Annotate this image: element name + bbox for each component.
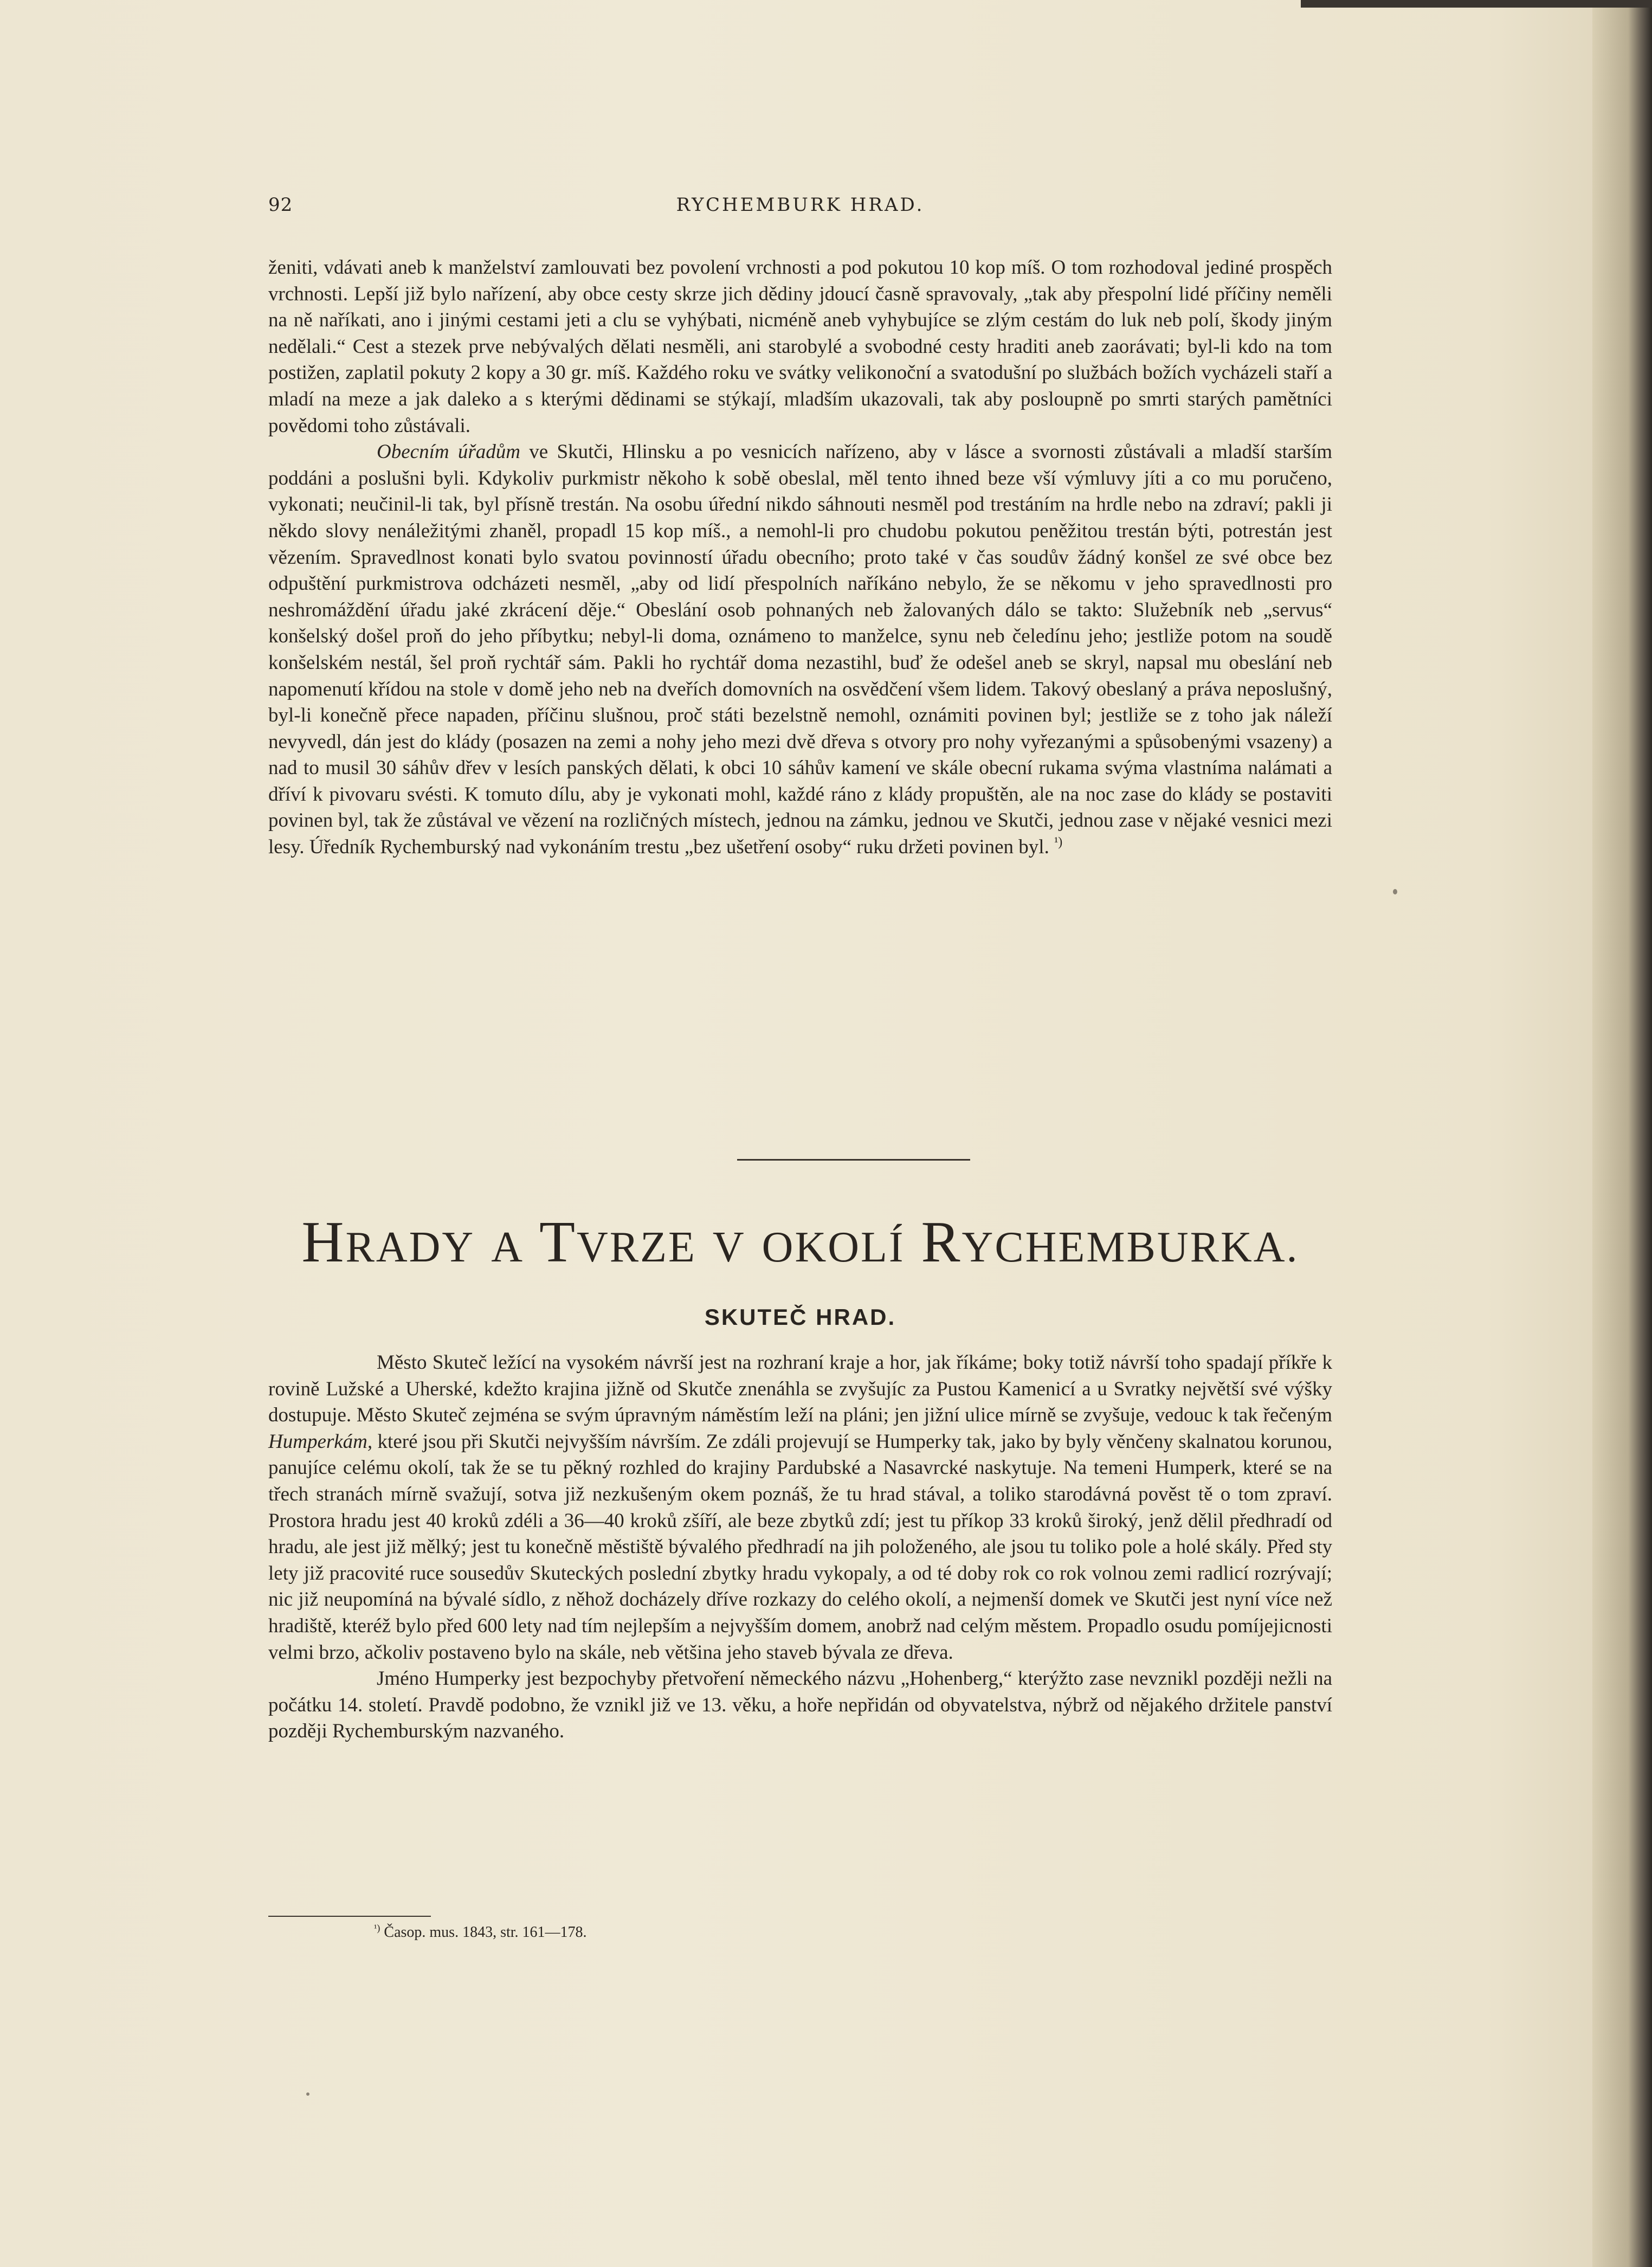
page-header bbox=[268, 194, 1332, 227]
title-word-rady: RADY bbox=[345, 1223, 475, 1271]
footnote-rule bbox=[268, 1916, 431, 1917]
emphasis-humperkam: Humperkám, bbox=[268, 1430, 373, 1453]
section-paragraph-1 bbox=[268, 1350, 1332, 1666]
section-paragraph-1-part-a: Město Skuteč ležící na vysokém návrší jest na rozhraní kraje a hor, jak říkáme; boky totiž návrší toho spadají příkře k rovině Lužské a Uherské, kdežto krajina jižně od Skutče znenáhla se zvyšujíc za Pustou Kamenicí a u Svratky největší své výšky dostupuje. Město Skuteč zejména se svým úpravným náměstím leží na pláni; jen jižní ulice mírně se zvyšuje, vedouc k tak řečeným bbox=[268, 1351, 1332, 1427]
scan-speck bbox=[1393, 889, 1397, 894]
title-word-v: V bbox=[712, 1223, 746, 1271]
section-paragraph-1-part-b: které jsou při Skutči nejvyšším návrším. Ze zdáli projevují se Humperky tak, jako by byly věnčeny skalnatou korunou, panujíce celému okolí, tak že se tu pěkný rozhled do krajiny Pardubské a Nasavrcké naskytuje. Na temeni Humperk, které se na třech stranách mírně svažují, sotva již nezkušeným okem poznáš, že tu hrad stával, a toliko starodávná pověst tě o tom zpraví. Prostora hradu jest 40 kroků zdéli a 36—40 kroků zšíří, ale beze zbytků zdí; jest tu příkop 33 kroků široký, jenž dělil předhradí od hradu, ale jest již mělký; jest tu konečně městiště bývalého předhradí na jih položeného, ale jsou tu toliko pole a holé skály. Před sty lety již pracovité ruce sousedův Skuteckých poslední zbytky hradu vykopaly, a od té doby rok co rok volnou zemi radlicí rozrývají; nic již neupomíná na bývalé sídlo, z něhož docházely dříve rozkazy do celého okolí, a nejmenší domek ve Skutči jest nyní více než hradiště, kteréž bylo před 600 lety nad tím nejlepším a nejvyšším domem, anobrž nad celým městem. Propadlo osudu pomíjejicnosti velmi brzo, ačkoliv postaveno bylo na skále, neb většina jeho staveb bývala ze dřeva. bbox=[268, 1430, 1332, 1664]
footnote-reference: ¹) bbox=[1054, 835, 1063, 849]
section-title: SKUTEČ HRAD. bbox=[704, 1304, 896, 1330]
section-paragraph-2: Jméno Humperky jest bezpochyby přetvoření německého názvu „Hohenberg,“ kterýžto zase nevznikl později nežli na počátku 14. století. Pravdě podobno, že vznikl již ve 13. věku, a hoře nepřidán od obyvatelstva, nýbrž od nějakého držitele panství později Rychemburským nazvaného. bbox=[268, 1667, 1332, 1743]
emphasis-obecnim-uradum: Obecním úřadům bbox=[377, 441, 520, 463]
paragraph-2 bbox=[268, 439, 1332, 861]
section-text-block bbox=[268, 1350, 1332, 1745]
page-number: 92 bbox=[268, 194, 293, 216]
chapter-title bbox=[268, 1209, 1332, 1276]
title-word-ychemburka: YCHEMBURKA. bbox=[961, 1223, 1299, 1271]
footnote-mark: ¹) bbox=[374, 1922, 380, 1934]
title-word-vrze: VRZE bbox=[577, 1223, 696, 1271]
title-cap-r: R bbox=[921, 1210, 962, 1274]
running-title: RYCHEMBURK HRAD. bbox=[676, 194, 925, 216]
footnote-text: Časop. mus. 1843, str. 161—178. bbox=[380, 1924, 587, 1941]
scan-border bbox=[1301, 0, 1652, 8]
title-word-okoli: OKOLÍ bbox=[762, 1223, 905, 1271]
footnote bbox=[374, 1924, 587, 1941]
top-text-block bbox=[268, 255, 1332, 861]
paragraph-2-text: ve Skutči, Hlinsku a po vesnicích nařízeno, aby v lásce a svornosti zůstávali a mladší starším poddáni a poslušni byli. Kdykoliv purkmistr někoho k sobě obeslal, měl tento ihned beze vší výmluvy jíti a co mu poručeno, vykonati; neučinil-li tak, byl přísně trestán. Na osobu úřední nikdo sáhnouti nesměl pod trestáním na hrdle nebo na zdraví; pakli ji někdo slovy nenáležitými zhaněl, propadl 15 kop míš., a nemohl-li pro chudobu pokutou peněžitou trestán býti, potrestán jest vězením. Spravedlnost konati bylo svatou povinností úřadu obecního; proto také v čas soudův žádný konšel ze své obce bez odpuštění purkmistrova odcházeti nesměl, „aby od lidí přespolních naříkáno nebylo, že se někomu v jeho spravedlnosti pro neshromáždění úřadu jaké zkrácení děje.“ Obeslání osob pohnaných neb žalovaných dálo se takto: Služebník neb „servus“ konšelský došel proň do jeho příbytku; nebyl-li doma, oznámeno to manželce, synu neb čeledínu jeho; jestliže potom na soudě konšelském nestál, šel proň rychtář sám. Pakli ho rychtář doma nezastihl, buď že odešel aneb se skryl, napsal mu obeslání neb napomenutí křídou na stole v domě jeho neb na dveřích domovních na osvědčení všem lidem. Takový obeslaný a práva neposlušný, byl-li konečně přece napaden, příčinu slušnou, proč státi bezelstně nemohl, oznámiti povinen byl; jestliže se z toho jak náleží nevyvedl, dán jest do klády (posazen na zemi a nohy jeho mezi dvě dřeva s otvory pro nohy vyřezanými a spůsobenými vsazeny) a nad to musil 30 sáhův dřev v lesích panských dělati, k obci 10 sáhův kamení ve skále obecní rukama svýma vlastníma nalámati a dříví k pivovaru svésti. K tomuto dílu, aby je vykonati mohl, každé ráno z klády propuštěn, ale na noc zase do klády se postaviti povinen byl, tak že zůstával ve vězení na rozličných místech, jednou na zámku, jednou ve Skutči, jednou zase v nějaké vesnici mezi lesy. Úředník Rychemburský nad vykonáním trestu „bez ušetření osoby“ ruku držeti povinen byl. bbox=[268, 441, 1332, 859]
title-word-a: A bbox=[491, 1223, 524, 1271]
title-cap-t: T bbox=[539, 1210, 577, 1274]
paragraph-1: ženiti, vdávati aneb k manželství zamlouvati bez povolení vrchnosti a pod pokutou 10 kop míš. O tom rozhodoval jediné prospěch vrchnosti. Lepší již bylo nařízení, aby obce cesty skrze jich dědiny jdoucí časně spravovaly, „tak aby přespolní lidé příčiny neměli na ně naříkati, ano i jinými cestami jeti a clu se vyhýbati, nicméně aneb vyhybujíce se zlým cestám do luk neb polí, škody jiným nedělali.“ Cest a stezek prve nebývalých dělati nesměli, ani starobylé a svobodné cesty hraditi aneb zaorávati; byl-li kdo na tom postižen, zaplatil pokuty 2 kopy a 30 gr. míš. Každého roku ve svátky velikonoční a svatodušní po službách božích vycházeli staří a mladí na meze a jak daleko a s kterými dědinami se stýkají, mladším ukazovali, tak aby posloupně po smrti starých pamětníci povědomi toho zůstávali. bbox=[268, 256, 1332, 437]
title-cap-h: H bbox=[301, 1210, 346, 1274]
scan-speck bbox=[306, 2092, 309, 2096]
book-edge-shadow bbox=[1592, 0, 1652, 2267]
section-divider bbox=[737, 1159, 970, 1161]
